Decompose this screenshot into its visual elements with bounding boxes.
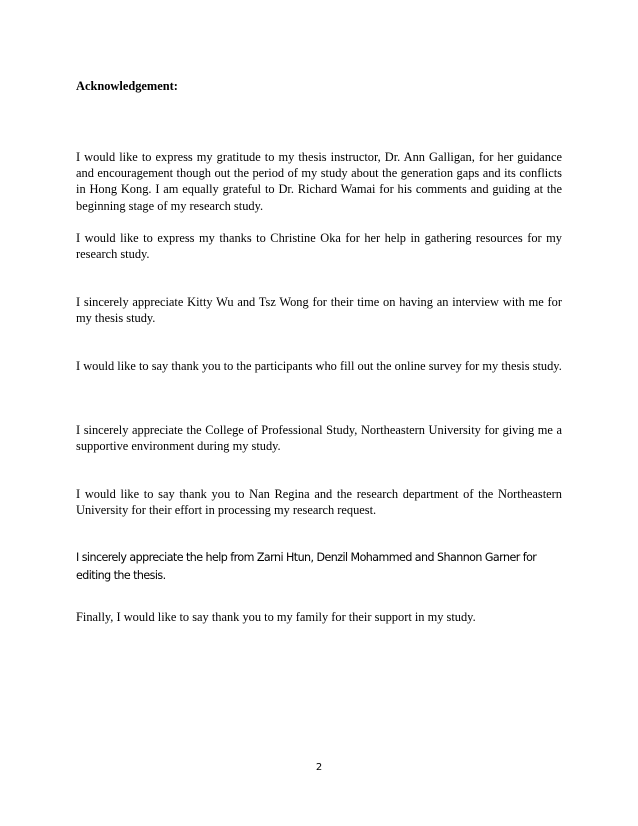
paragraph-survey-participants: I would like to say thank you to the participants who fill out the online survey for my thesis study. bbox=[76, 359, 562, 373]
paragraph-college: I sincerely appreciate the College of Professional Study, Northeastern University for giving me a supportive environment during my study. bbox=[76, 423, 562, 454]
paragraph-interviewees: I sincerely appreciate Kitty Wu and Tsz Wong for their time on having an interview with me for my thesis study. bbox=[76, 295, 562, 326]
paragraph-research-department: I would like to say thank you to Nan Regina and the research department of the Northeastern University for their effort in processing my research request. bbox=[76, 487, 562, 518]
paragraph-editors: I sincerely appreciate the help from Zarni Htun, Denzil Mohammed and Shannon Garner for editing the thesis. bbox=[76, 551, 537, 582]
page-number: 2 bbox=[315, 762, 323, 773]
paragraph-thesis-instructor: I would like to express my gratitude to my thesis instructor, Dr. Ann Galligan, for her guidance and encouragement though out the period of my study about the generation gaps and its conflicts in Hong Kong. I am equally grateful to Dr. Richard Wamai for his comments and guiding at the beginning stage of my research study. bbox=[76, 150, 562, 213]
paragraph-christine-oka: I would like to express my thanks to Christine Oka for her help in gathering resources for my research study. bbox=[76, 231, 562, 262]
page-title: Acknowledgement: bbox=[76, 79, 178, 93]
paragraph-family: Finally, I would like to say thank you to my family for their support in my study. bbox=[76, 610, 476, 624]
